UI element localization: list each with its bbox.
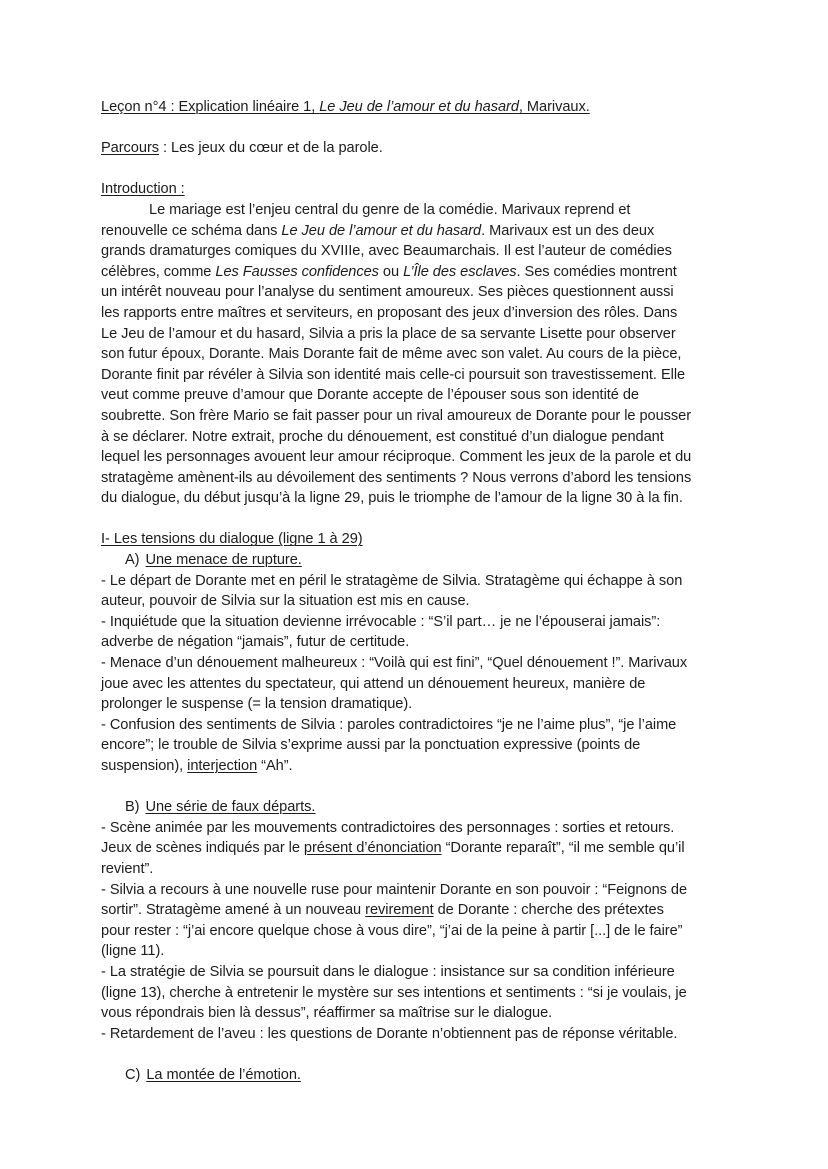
introduction-line — [101, 468, 731, 489]
introduction-paragraph — [101, 200, 731, 509]
subsection-line — [101, 1024, 731, 1045]
subsection-line — [101, 735, 731, 756]
subsection-line — [101, 653, 731, 674]
subsection-heading — [101, 1065, 731, 1086]
text-segment: grands dramaturges comiques du XVIIIe, avec Beaumarchais. Il est l’auteur de comédies — [101, 243, 672, 260]
subsection-heading — [101, 550, 731, 571]
subsection-label: B) — [125, 799, 140, 816]
text-segment: un intérêt nouveau pour l’analyse du sentiment amoureux. Ses pièces questionnent aussi — [101, 284, 674, 301]
subsection-line — [101, 941, 731, 962]
parcours-label: Parcours — [101, 140, 159, 157]
text-segment: Dorante finit par révéler à Silvia son identité mais celle-ci poursuit son travestissement. Elle — [101, 366, 686, 383]
introduction-line — [101, 324, 731, 345]
text-segment: sortir”. Stratagème amené à un nouveau — [101, 902, 366, 919]
introduction-line — [101, 488, 731, 509]
text-segment: - Inquiétude que la situation devienne irrévocable : “S’il part… je ne l’épouserai jamais”: — [101, 613, 661, 630]
text-segment: encore”; le trouble de Silvia s’exprime aussi par la ponctuation expressive (points de — [101, 737, 641, 754]
subsection-line — [101, 571, 731, 592]
text-segment: de Dorante : cherche des prétextes — [433, 902, 664, 919]
subsection-label: A) — [125, 552, 140, 569]
text-segment: (ligne 11). — [101, 943, 165, 960]
parcours-line — [101, 138, 731, 159]
subsection-line — [101, 591, 731, 612]
document-page — [101, 97, 731, 1086]
subsection-line — [101, 715, 731, 736]
subsection-line — [101, 818, 731, 839]
text-segment: suspension), — [101, 758, 188, 774]
lesson-title-prefix: Leçon n°4 : Explication linéaire 1, — [101, 99, 320, 115]
introduction-line — [101, 303, 731, 324]
text-segment: - Scène animée par les mouvements contradictoires des personnages : sorties et retours. — [101, 819, 675, 836]
italic-title: L’Île des esclaves — [403, 263, 517, 280]
underlined-term: revirement — [365, 902, 434, 919]
lesson-title-work: Le Jeu de l’amour et du hasard — [319, 99, 519, 115]
subsection-line — [101, 880, 731, 901]
introduction-line — [101, 282, 731, 303]
text-segment: - Le départ de Dorante met en péril le stratagème de Silvia. Stratagème qui échappe à son — [101, 572, 683, 589]
text-segment: - Confusion des sentiments de Silvia : paroles contradictoires “je ne l’aime plus”, “je l’aime — [101, 716, 677, 733]
introduction-line — [101, 427, 731, 448]
subsection-line — [101, 674, 731, 695]
part1-sections — [101, 550, 731, 1085]
text-segment: auteur, pouvoir de Silvia sur la situation est mis en cause. — [101, 593, 470, 610]
introduction-heading-text: Introduction : — [101, 181, 185, 198]
text-segment: - Retardement de l’aveu : les questions de Dorante n’obtiennent pas de réponse véritable. — [101, 1025, 678, 1042]
subsection-title: Une série de faux départs. — [145, 799, 316, 816]
subsection-label: C) — [125, 1066, 141, 1083]
subsection-title: La montée de l’émotion. — [146, 1066, 301, 1083]
introduction-heading — [101, 179, 731, 200]
text-segment: Le Jeu de l’amour et du hasard, Silvia a pris la place de sa servante Lisette pour observer — [101, 325, 676, 342]
subsection-line — [101, 612, 731, 633]
text-segment: ou — [378, 263, 404, 280]
text-segment: lequel les personnages avouent leur amour réciproque. Comment les jeux de la parole et du — [101, 449, 692, 466]
introduction-line — [101, 200, 731, 221]
text-segment: les rapports entre maîtres et serviteurs, en proposant des jeux d’inversion des rôles. Dans — [101, 304, 678, 321]
subsection-line — [101, 838, 731, 859]
text-segment: - Silvia a recours à une nouvelle ruse pour maintenir Dorante en son pouvoir : “Feignons de — [101, 881, 688, 898]
introduction-line — [101, 406, 731, 427]
text-segment: célèbres, comme — [101, 263, 216, 280]
text-segment: vous répondrais bien là dessus”, réaffirmer sa maîtrise sur le dialogue. — [101, 1005, 553, 1022]
subsection-line — [101, 694, 731, 715]
subsection-heading — [101, 797, 731, 818]
subsection-line — [101, 962, 731, 983]
subsection-line — [101, 900, 731, 921]
subsection-line — [101, 1003, 731, 1024]
text-segment: Jeux de scènes indiqués par le — [101, 840, 304, 857]
subsection-line — [101, 983, 731, 1004]
text-segment: - La stratégie de Silvia se poursuit dans le dialogue : insistance sur sa condition inférieure — [101, 963, 675, 980]
text-segment: Le mariage est l’enjeu central du genre de la comédie. Marivaux reprend et — [149, 201, 631, 218]
introduction-line — [101, 221, 731, 242]
text-segment: veut comme preuve d’amour que Dorante accepte de l’épouser sous son identité de — [101, 387, 639, 404]
text-segment: prolonger le suspense (= la tension dramatique). — [101, 696, 413, 713]
underlined-term: présent d’énonciation — [303, 840, 442, 857]
introduction-line — [101, 344, 731, 365]
part1-heading-text: I- Les tensions du dialogue (ligne 1 à 29) — [101, 531, 363, 548]
text-segment: “Ah”. — [257, 758, 293, 774]
text-segment: adverbe de négation “jamais”, futur de certitude. — [101, 634, 410, 651]
text-segment: du dialogue, du début jusqu’à la ligne 29, puis le triomphe de l’amour de la ligne 30 à la fin. — [101, 490, 683, 507]
text-segment: - Menace d’un dénouement malheureux : “Voilà qui est fini”, “Quel dénouement !”. Marivaux — [101, 655, 688, 672]
subsection-line — [101, 921, 731, 942]
subsection-line — [101, 632, 731, 653]
italic-title: Le Jeu de l’amour et du hasard — [281, 222, 482, 239]
introduction-line — [101, 385, 731, 406]
text-segment: joue avec les attentes du spectateur, qui attend un dénouement heureux, manière de — [101, 675, 646, 692]
text-segment: revient”. — [101, 860, 154, 877]
text-segment: stratagème amènent-ils au dévoilement des sentiments ? Nous verrons d’abord les tensions — [101, 469, 692, 486]
introduction-line — [101, 447, 731, 468]
lesson-title-suffix: , Marivaux. — [518, 99, 590, 115]
parcours-text: : Les jeux du cœur et de la parole. — [159, 140, 383, 157]
introduction-line — [101, 365, 731, 386]
subsection-title: Une menace de rupture. — [145, 552, 302, 569]
text-segment: soubrette. Son frère Mario se fait passer pour un rival amoureux de Dorante pour le pousser — [101, 407, 692, 424]
underlined-term: interjection — [187, 758, 258, 774]
text-segment: (ligne 13), cherche à entretenir le mystère sur ses intentions et sentiments : “si je voulais, je — [101, 984, 687, 1001]
text-segment: son futur époux, Dorante. Mais Dorante fait de même avec son valet. Au cours de la pièce, — [101, 346, 682, 363]
subsection-line — [101, 756, 731, 777]
introduction-line — [101, 262, 731, 283]
text-segment: renouvelle ce schéma dans — [101, 222, 282, 239]
text-segment: . Ses comédies montrent — [516, 263, 677, 280]
italic-title: Les Fausses confidences — [215, 263, 379, 280]
introduction-line — [101, 241, 731, 262]
text-segment: . Marivaux est un des deux — [481, 222, 655, 239]
lesson-title — [101, 97, 731, 118]
part1-heading — [101, 529, 731, 550]
subsection-line — [101, 859, 731, 880]
text-segment: “Dorante reparaît”, “il me semble qu’il — [441, 840, 685, 857]
text-segment: à se déclarer. Notre extrait, proche du dénouement, est constitué d’un dialogue pendant — [101, 428, 664, 445]
text-segment: pour rester : “j’ai encore quelque chose à vous dire”, “j’ai de la peine à partir [...] de le faire” — [101, 922, 683, 939]
